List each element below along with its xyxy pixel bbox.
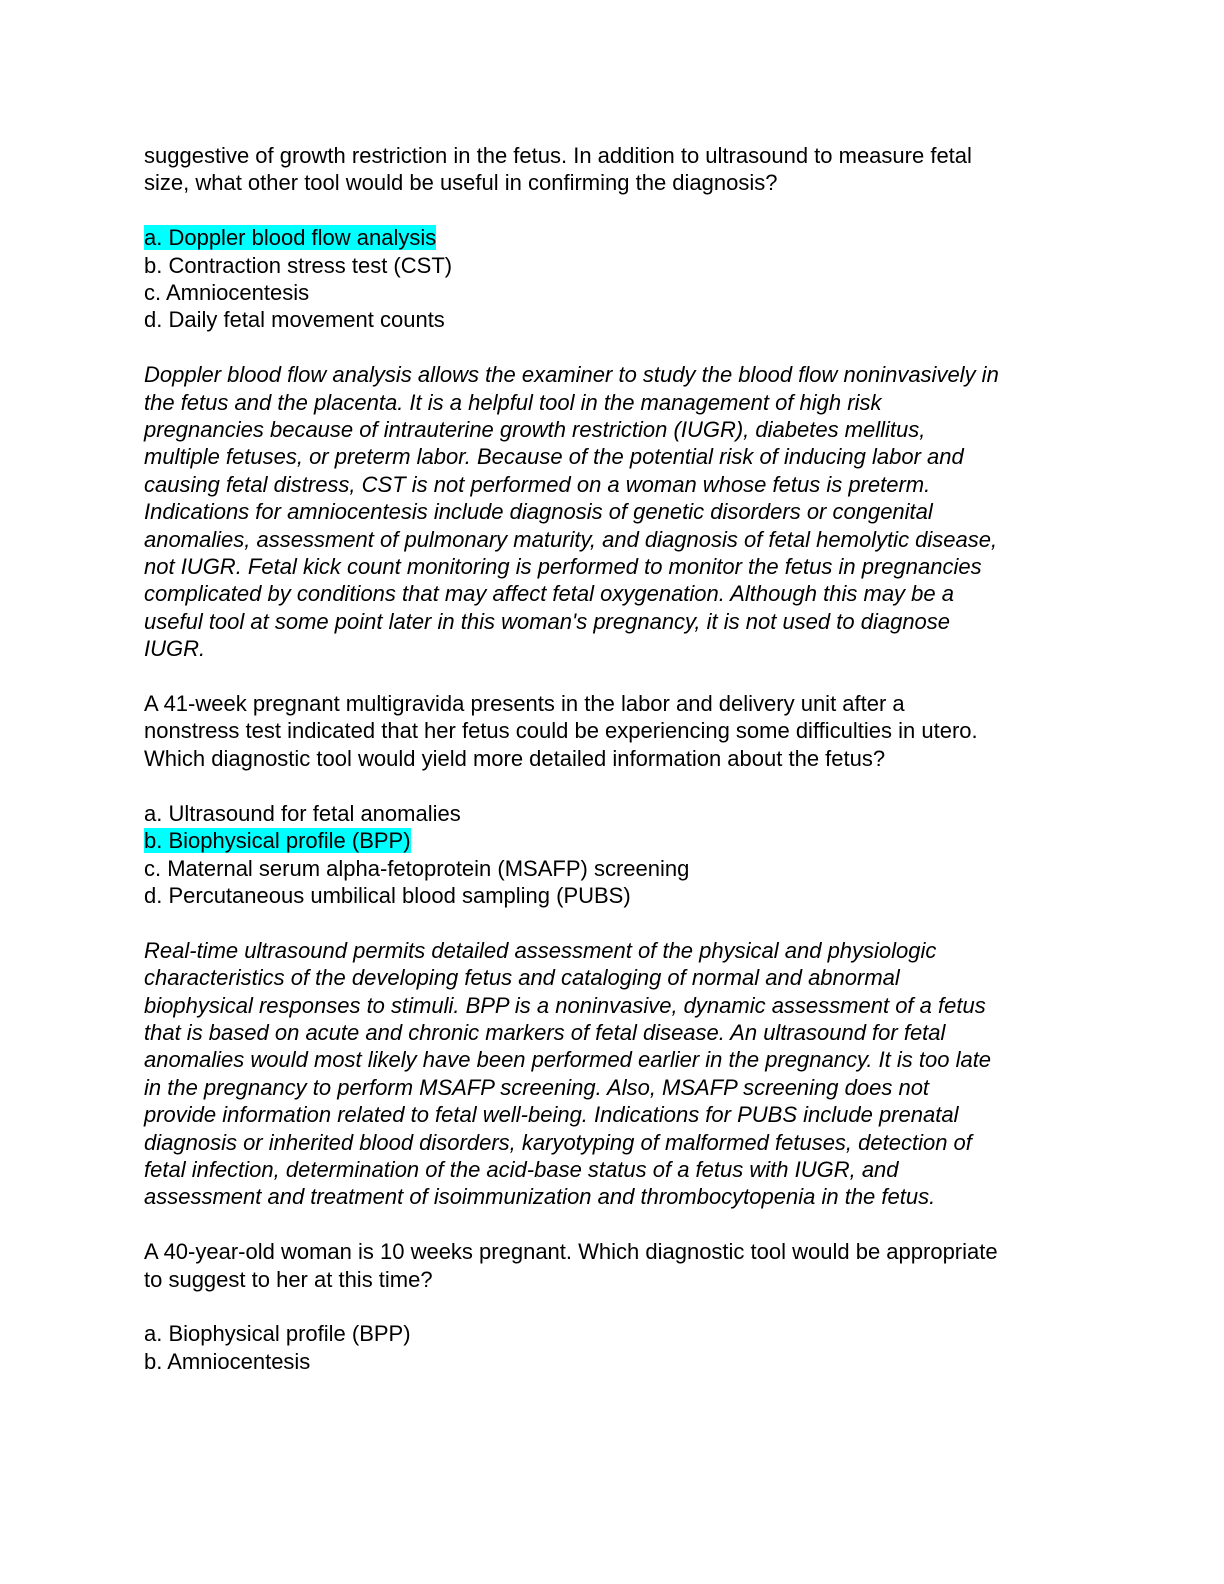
stem-line: A 40-year-old woman is 10 weeks pregnant. Which diagnostic tool would be appropriate [144, 1239, 998, 1265]
question-1-options [144, 224, 1084, 334]
answer-option: a. Biophysical profile (BPP) [144, 1321, 411, 1347]
rationale-line: diagnosis or inherited blood disorders, karyotyping of malformed fetuses, detection of [144, 1129, 972, 1155]
rationale-line: anomalies, assessment of pulmonary maturity, and diagnosis of fetal hemolytic disease, [144, 526, 998, 552]
rationale-line: in the pregnancy to perform MSAFP screening. Also, MSAFP screening does not [144, 1074, 930, 1100]
answer-option: b. Amniocentesis [144, 1348, 311, 1374]
answer-option: d. Percutaneous umbilical blood sampling (PUBS) [144, 882, 631, 908]
rationale-line: Doppler blood flow analysis allows the examiner to study the blood flow noninvasively in [144, 362, 999, 388]
stem-line: size, what other tool would be useful in confirming the diagnosis? [144, 170, 778, 196]
rationale-line: causing fetal distress, CST is not performed on a woman whose fetus is preterm. [144, 471, 931, 497]
rationale-line: assessment and treatment of isoimmunization and thrombocytopenia in the fetus. [144, 1184, 936, 1210]
rationale-line: complicated by conditions that may affect fetal oxygenation. Although this may be a [144, 581, 954, 607]
rationale-line: useful tool at some point later in this woman's pregnancy, it is not used to diagnose [144, 608, 951, 634]
stem-line: Which diagnostic tool would yield more detailed information about the fetus? [144, 745, 886, 771]
question-1-rationale [144, 361, 1084, 662]
rationale-line: multiple fetuses, or preterm labor. Because of the potential risk of inducing labor and [144, 444, 964, 470]
answer-option-correct: a. Doppler blood flow analysis [144, 225, 437, 251]
stem-line: nonstress test indicated that her fetus could be experiencing some difficulties in utero. [144, 718, 978, 744]
question-1-stem [144, 142, 1084, 197]
rationale-line: Indications for amniocentesis include diagnosis of genetic disorders or congenital [144, 499, 933, 525]
rationale-line: pregnancies because of intrauterine growth restriction (IUGR), diabetes mellitus, [144, 417, 926, 443]
rationale-line: fetal infection, determination of the acid-base status of a fetus with IUGR, and [144, 1156, 899, 1182]
answer-option: c. Maternal serum alpha-fetoprotein (MSAFP) screening [144, 855, 690, 881]
question-3-stem [144, 1238, 1084, 1293]
rationale-line: anomalies would most likely have been performed earlier in the pregnancy. It is too late [144, 1047, 992, 1073]
document-page [144, 142, 1084, 1375]
rationale-line: that is based on acute and chronic markers of fetal disease. An ultrasound for fetal [144, 1019, 946, 1045]
stem-line: to suggest to her at this time? [144, 1266, 433, 1292]
rationale-line: not IUGR. Fetal kick count monitoring is performed to monitor the fetus in pregnancies [144, 554, 982, 580]
answer-option-correct: b. Biophysical profile (BPP) [144, 828, 411, 854]
rationale-line: biophysical responses to stimuli. BPP is a noninvasive, dynamic assessment of a fetus [144, 992, 986, 1018]
rationale-line: the fetus and the placenta. It is a helpful tool in the management of high risk [144, 389, 882, 415]
rationale-line: characteristics of the developing fetus and cataloging of normal and abnormal [144, 965, 900, 991]
answer-option: c. Amniocentesis [144, 280, 310, 306]
question-2-options [144, 800, 1084, 910]
rationale-line: Real-time ultrasound permits detailed assessment of the physical and physiologic [144, 937, 937, 963]
answer-option: a. Ultrasound for fetal anomalies [144, 800, 461, 826]
answer-option: b. Contraction stress test (CST) [144, 252, 453, 278]
rationale-line: provide information related to fetal well-being. Indications for PUBS include prenatal [144, 1102, 959, 1128]
question-3-options [144, 1320, 1084, 1375]
rationale-line: IUGR. [144, 636, 206, 662]
stem-line: suggestive of growth restriction in the fetus. In addition to ultrasound to measure fetal [144, 143, 972, 168]
question-2-rationale [144, 937, 1084, 1211]
stem-line: A 41-week pregnant multigravida presents in the labor and delivery unit after a [144, 691, 905, 717]
answer-option: d. Daily fetal movement counts [144, 307, 445, 333]
question-2-stem [144, 690, 1084, 772]
